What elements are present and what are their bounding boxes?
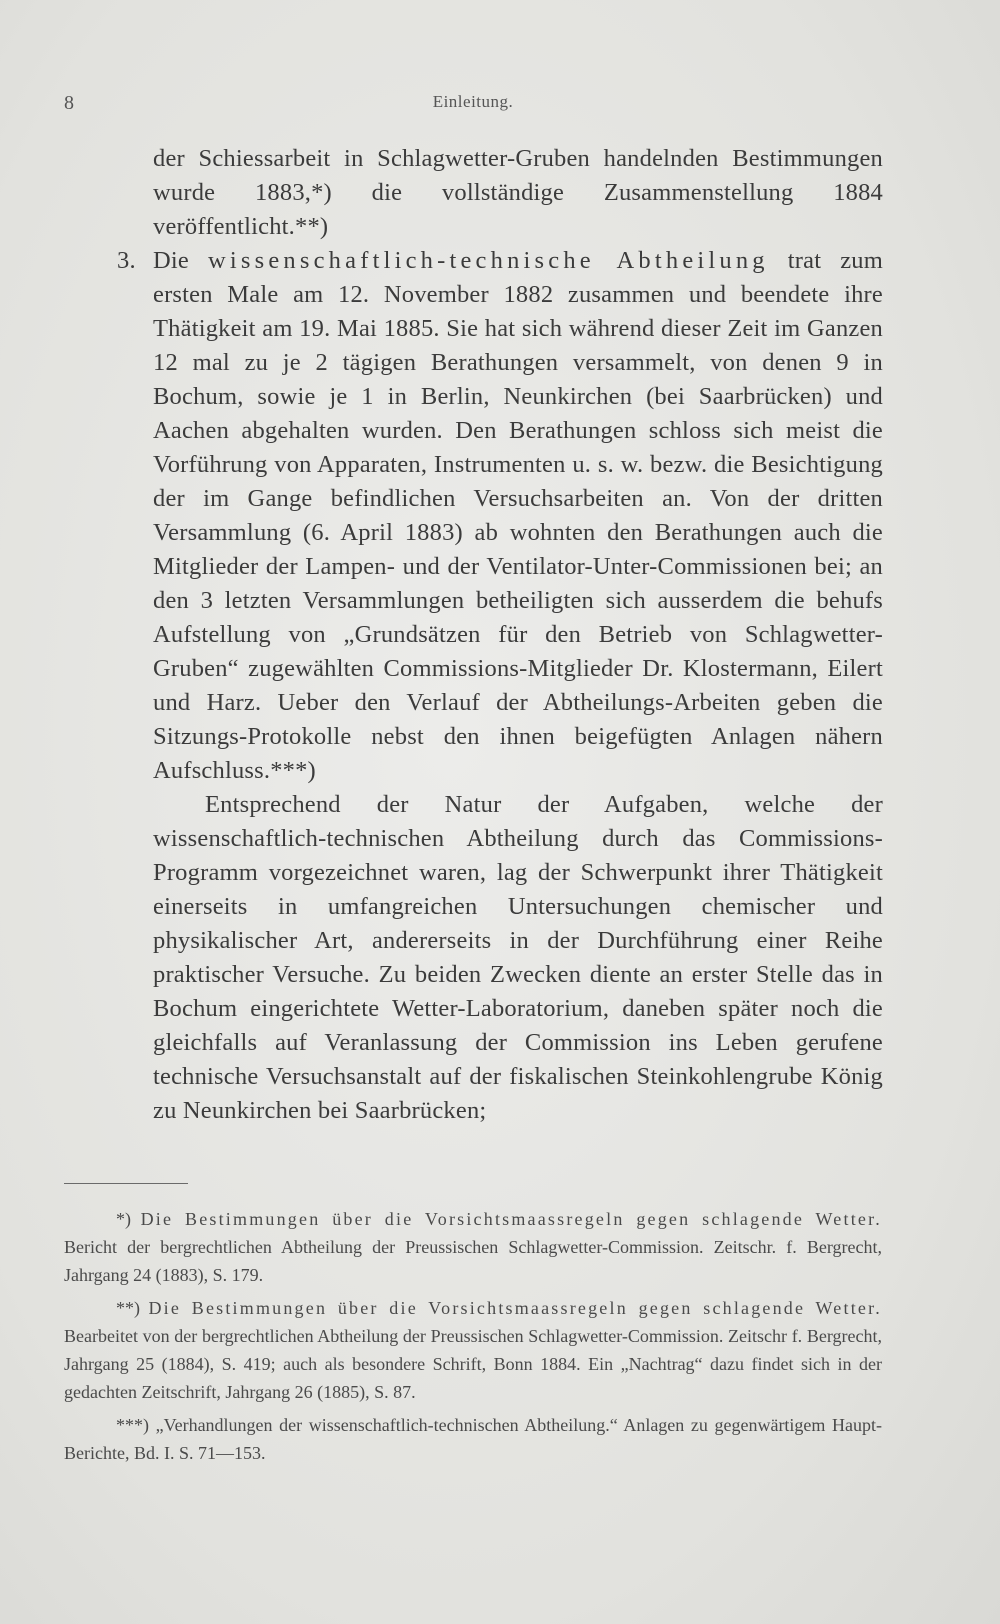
footnote-title: Die Bestimmungen über die Vorsichtsmaassregeln gegen schlagende Wetter.	[148, 1298, 882, 1318]
footnote-2	[64, 1294, 882, 1406]
page-header	[64, 92, 882, 116]
footnote-mark: *)	[116, 1209, 131, 1229]
paragraph: Entsprechend der Natur der Aufgaben, welche der wissenschaftlich-technischen Abtheilung durch das Commissions-Programm vorgezeichnet waren, lag der Schwerpunkt ihrer Thätigkeit einerseits in umfangreichen Untersuchungen chemischer und physikalischer Art, andererseits in der Durchführung einer Reihe praktischer Versuche. Zu beiden Zwecken diente an erster Stelle das in Bochum eingerichtete Wetter-Laboratorium, daneben später noch die gleichfalls auf Veranlassung der Commission ins Leben gerufene technische Versuchsanstalt auf der fiskalischen Steinkohlengrube König zu Neunkirchen bei Saarbrücken;	[153, 791, 883, 1124]
paragraph-continuation: der Schiessarbeit in Schlagwetter-Gruben handelnden Bestimmungen wurde 1883,*) die vollständige Zusammenstellung 1884 veröffentlicht.**)	[153, 145, 883, 240]
item-lead: Die	[153, 247, 189, 274]
footnote-3	[64, 1411, 882, 1467]
footnote-rule	[64, 1183, 188, 1184]
body-text	[117, 142, 883, 1128]
page-number: 8	[64, 92, 74, 114]
footnotes	[64, 1205, 882, 1472]
footnote-text: Bearbeitet von der bergrechtlichen Abtheilung der Preussischen Schlagwetter-Commission. Zeitschr f. Bergrecht, Jahrgang 25 (1884), S. 419; auch als besondere Schrift, Bonn 1884. Ein „Nachtrag“ dazu findet sich in der gedachten Zeitschrift, Jahrgang 26 (1885), S. 87.	[64, 1326, 882, 1402]
footnote-mark: **)	[116, 1298, 140, 1318]
paragraph-item-3	[117, 244, 883, 788]
footnote-mark: ***)	[116, 1415, 149, 1435]
footnote-1	[64, 1205, 882, 1289]
footnote-text: „Verhandlungen der wissenschaftlich-technischen Abtheilung.“ Anlagen zu gegenwärtigem Haupt-Berichte, Bd. I. S. 71—153.	[64, 1415, 883, 1463]
spaced-heading: wissenschaftlich-technische Abtheilung	[207, 247, 769, 274]
footnote-title: Die Bestimmungen über die Vorsichtsmaassregeln gegen schlagende Wetter.	[140, 1209, 882, 1229]
item-number: 3.	[117, 247, 136, 274]
footnote-text: Bericht der bergrechtlichen Abtheilung der Preussischen Schlagwetter-Commission. Zeitschr. f. Bergrecht, Jahrgang 24 (1883), S. 179.	[64, 1237, 882, 1285]
item-text: trat zum ersten Male am 12. November 1882 zusammen und beendete ihre Thätigkeit am 19. Mai 1885. Sie hat sich während dieser Zeit im Ganzen 12 mal zu je 2 tägigen Berathungen versammelt, von denen 9 in Bochum, sowie je 1 in Berlin, Neunkirchen (bei Saarbrücken) und Aachen abgehalten wurden. Den Berathungen schloss sich meist die Vorführung von Apparaten, Instrumenten u. s. w. bezw. die Besichtigung der im Gange befindlichen Versuchsarbeiten an. Von der dritten Versammlung (6. April 1883) ab wohnten den Berathungen auch die Mitglieder der Lampen- und der Ventilator-Unter-Commissionen bei; an den 3 letzten Versammlungen betheiligten sich ausserdem die behufs Aufstellung von „Grundsätzen für den Betrieb von Schlagwetter-Gruben“ zugewählten Commissions-Mitglieder Dr. Klostermann, Eilert und Harz. Ueber den Verlauf der Abtheilungs-Arbeiten geben die Sitzungs-Protokolle nebst den ihnen beigefügten Anlagen nähern Aufschluss.***)	[153, 247, 883, 784]
running-head: Einleitung.	[432, 92, 514, 111]
